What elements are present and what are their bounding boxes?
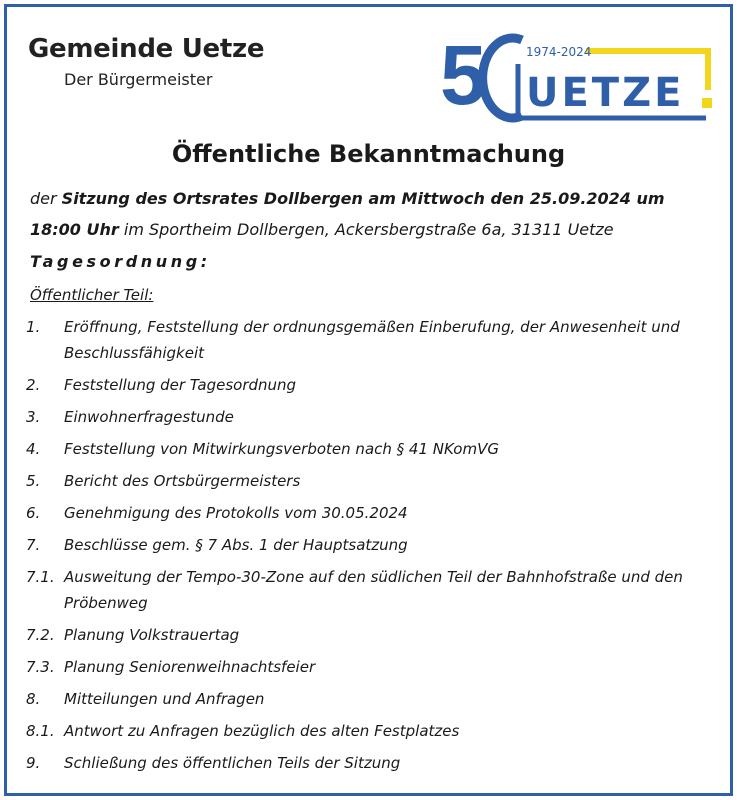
agenda-item	[26, 532, 716, 558]
logo-yellow-dot	[702, 98, 712, 108]
agenda-heading: Tagesordnung:	[30, 252, 211, 271]
intro-prefix: der	[30, 189, 62, 208]
uetze-50-logo	[436, 24, 718, 124]
public-part-heading: Öffentlicher Teil:	[30, 286, 154, 304]
agenda-item-text: Antwort zu Anfragen bezüglich des alten Festplatzes	[64, 722, 460, 740]
mayor-title: Der Bürgermeister	[64, 70, 213, 89]
agenda-item-text: Planung Seniorenweihnachtsfeier	[64, 658, 316, 676]
agenda-item-text: Eröffnung, Feststellung der ordnungsgemäßen Einberufung, der Anwesenheit und Beschlussfähigkeit	[64, 318, 680, 362]
agenda-item-number: 9.	[26, 754, 41, 772]
agenda-item	[26, 564, 716, 616]
agenda-item	[26, 750, 716, 776]
agenda-item-number: 7.3.	[26, 658, 55, 676]
notice-title: Öffentliche Bekanntmachung	[171, 140, 566, 168]
agenda-item-number: 7.2.	[26, 626, 55, 644]
agenda-item-number: 8.1.	[26, 722, 55, 740]
agenda-item-number: 2.	[26, 376, 41, 394]
agenda-item	[26, 468, 716, 494]
agenda-item-number: 5.	[26, 472, 41, 490]
agenda-item	[26, 404, 716, 430]
agenda-item	[26, 686, 716, 712]
logo-anniversary-5: 5	[440, 28, 487, 122]
logo-years: 1974-2024	[526, 45, 592, 59]
intro-location: im Sportheim Dollbergen, Ackersbergstraße 6a, 31311 Uetze	[118, 220, 614, 239]
agenda-item-number: 8.	[26, 690, 41, 708]
agenda-item-text: Mitteilungen und Anfragen	[64, 690, 265, 708]
agenda-item	[26, 436, 716, 462]
agenda-item-text: Beschlüsse gem. § 7 Abs. 1 der Hauptsatzung	[64, 536, 408, 554]
agenda-item-number: 6.	[26, 504, 41, 522]
agenda-item	[26, 372, 716, 398]
intro-meeting-details: Sitzung des Ortsrates Dollbergen am Mittwoch den 25.09.2024 um 18:00 Uhr	[30, 189, 665, 239]
agenda-item-text: Schließung des öffentlichen Teils der Sitzung	[64, 754, 401, 772]
agenda-item-text: Feststellung von Mitwirkungsverboten nach § 41 NKomVG	[64, 440, 499, 458]
agenda-item-text: Genehmigung des Protokolls vom 30.05.2024	[64, 504, 408, 522]
agenda-list	[26, 314, 716, 782]
agenda-item	[26, 654, 716, 680]
agenda-item-number: 7.1.	[26, 568, 55, 586]
agenda-item-number: 1.	[26, 318, 41, 336]
agenda-item-text: Planung Volkstrauertag	[64, 626, 240, 644]
agenda-item	[26, 718, 716, 744]
agenda-item	[26, 500, 716, 526]
agenda-item-text: Einwohnerfragestunde	[64, 408, 234, 426]
agenda-item-text: Bericht des Ortsbürgermeisters	[64, 472, 301, 490]
meeting-intro	[30, 183, 720, 245]
agenda-item-number: 7.	[26, 536, 41, 554]
agenda-item	[26, 314, 716, 366]
agenda-item-text: Ausweitung der Tempo-30-Zone auf den südlichen Teil der Bahnhofstraße und den Pröbenweg	[64, 568, 683, 612]
agenda-item	[26, 622, 716, 648]
logo-wordmark: UETZE	[526, 70, 685, 116]
agenda-item-number: 4.	[26, 440, 41, 458]
agenda-item-number: 3.	[26, 408, 41, 426]
agenda-item-text: Feststellung der Tagesordnung	[64, 376, 297, 394]
organization-name: Gemeinde Uetze	[28, 34, 265, 64]
